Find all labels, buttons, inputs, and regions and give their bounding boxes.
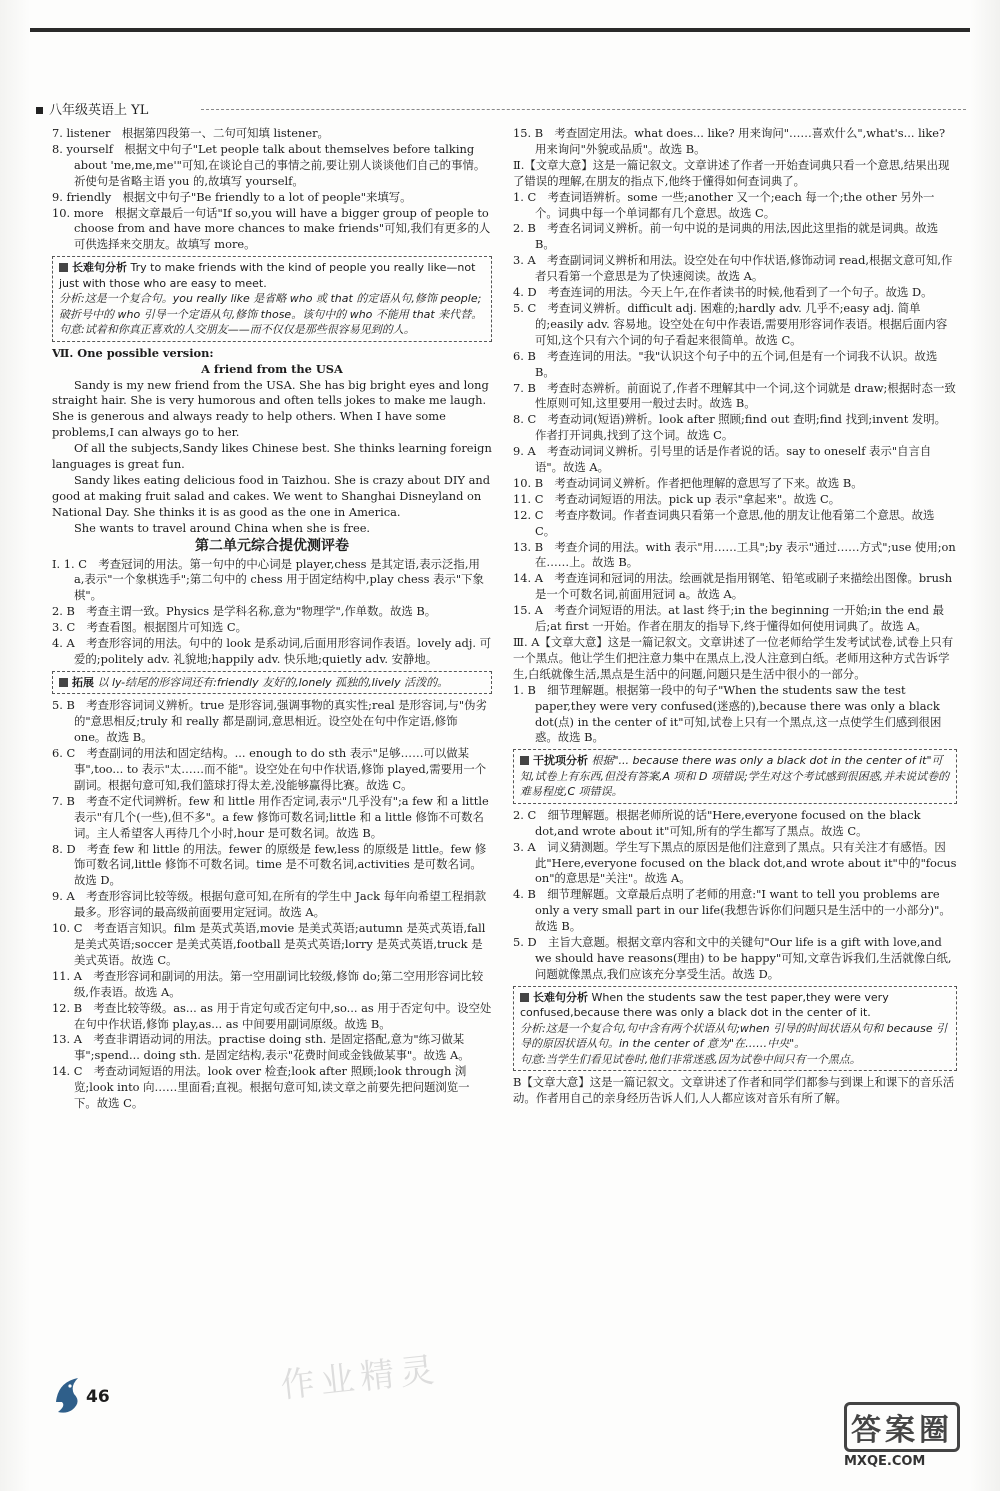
box-line: 句意:当学生们看见试卷时,他们非常迷惑,因为试卷中间只有一个黑点。 (520, 1052, 861, 1066)
answer-item: 8. yourself 根据文中句子"Let people talk about themselves before talking about 'me,me,me'"可知,在谈论自己的事情之前,要让别人谈谈他们自己的事情。祈使句是省略主语 you 的,故填写 yourself。 (52, 141, 486, 188)
answer-item: Ⅰ. 1. C 考查冠词的用法。第一句中的中心词是 player,chess 是其定语,表示泛指,用 a,表示"一个象棋选手";第二句中的 chess 用于固定结构中,play chess 表示"下象棋"。 (52, 556, 484, 603)
answer-item: 4. B 细节理解题。文章最后点明了老师的用意:"I want to tell you problems are only a very small part in our life(我想告诉你们问题只是生活中的一小部分)"。故选 B。 (513, 887, 951, 934)
answer-item: 7. listener 根据第四段第一、二句可知填 listener。 (52, 126, 329, 140)
answer-item: 4. D 考查连词的用法。今天上午,在作者读书的时候,他看到了一个句子。故选 D。 (513, 285, 933, 300)
dolphin-logo-icon (52, 1372, 86, 1416)
answer-15 (513, 126, 957, 158)
left-column (52, 126, 492, 1112)
passage-summary: Ⅲ. A【文章大意】这是一篇记叙文。文章讲述了一位老师给学生发考试试卷,试卷上只有一个黑点。他让学生们把注意力集中在黑点上,没人注意到白纸。老师用这种方式告诉学生,白纸就像生活,黑点是生活中的问题,问题只是生活中很小的一部分。 (513, 635, 954, 681)
watermark-text: 作业精灵 (278, 1349, 443, 1407)
box-line: Try to make friends with the kind of people you really like—not just with those who are easy to meet. (59, 261, 476, 290)
answers-reading-a (513, 683, 957, 747)
essay-body (52, 378, 492, 537)
answer-item: 5. D 主旨大意题。根据文章内容和文中的关键句"Our life is a gift with love,and we should have reasons(理由) to be happy"可知,文章告诉我们,生活就像白纸,问题就像黑点,我们应该充分享受生活。故选 D。 (513, 935, 952, 981)
essay-paragraph: Sandy is my new friend from the USA. She has big bright eyes and long straight hair. She is very humorous and often tells jokes to make me laugh. She is generous and always ready to help others. When I have some problems,I can always go to her. (52, 377, 489, 440)
box-tag: 拓展 (59, 676, 94, 689)
header-rule (201, 109, 966, 110)
extension-box (52, 671, 492, 695)
long-sentence-analysis-box (513, 986, 957, 1072)
box-line: 句意:试着和你真正喜欢的人交朋友——而不仅仅是那些很容易见到的人。 (59, 323, 415, 337)
answer-item: 3. A 词义猜测题。学生写下黑点的原因是他们注意到了黑点。只有关注才有感悟。因此"Here,everyone focused on the black dot,and wrote about it"中的"focus on"的意思是"关注"。故选 A。 (513, 839, 957, 886)
answers-5-14 (52, 698, 492, 1112)
answer-item: 7. B 考查时态辨析。前面说了,作者不理解其中一个词,这个词就是 draw;根据时态一致性原则可知,这里要用一般过去时。故选 B。 (513, 380, 956, 411)
essay-heading: Ⅶ. One possible version: (52, 345, 214, 360)
section-title: 第二单元综合提优测评卷 (195, 537, 349, 554)
answer-item: 8. D 考查 few 和 little 的用法。fewer 的原级是 few,less 的原级是 little。few 修饰可数名词,little 修饰不可数名词。time 是不可数名词,activities 是可数名词。故选 D。 (52, 841, 487, 888)
essay-paragraph: Sandy likes eating delicious food in Taizhou. She is crazy about DIY and good at making fruit salad and cakes. We went to Shanghai Disneyland on National Day. She thinks it is as good as the one in America. (52, 473, 490, 519)
answer-item: 4. A 考查形容词的用法。句中的 look 是系动词,后面用形容词作表语。lovely adj. 可爱的;politely adv. 礼貌地;happily adv. 快乐地;quietly adv. 安静地。 (52, 636, 492, 666)
answer-item: 13. B 考查介词的用法。with 表示"用……工具";by 表示"通过……方式";use 使用;on 在……上。故选 B。 (513, 539, 956, 570)
distractor-analysis-box (513, 749, 957, 804)
answers-cloze (513, 190, 957, 635)
answer-item: 14. A 考查连词和冠词的用法。绘画就是指用钢笔、铅笔或刷子来描绘出图像。brush 是一个可数名词,前面用冠词 a。故选 A。 (513, 571, 953, 602)
answer-item: 11. C 考查动词短语的用法。pick up 表示"拿起来"。故选 C。 (513, 491, 841, 506)
answer-item: 13. A 考查非谓语动词的用法。practise doing sth. 是固定搭配,意为"练习做某事";spend... doing sth. 是固定结构,表示"花费时间或金钱做某事"。故选 A。 (52, 1032, 470, 1063)
answer-item: 8. C 考查动词(短语)辨析。look after 照顾;find out 查明;find 找到;invent 发明。作者打开词典,找到了这个词。故选 C。 (513, 412, 947, 443)
passage-summary: Ⅱ.【文章大意】这是一篇记叙文。文章讲述了作者一开始查词典只看一个意思,结果出现了错误的理解,在朋友的指点下,他终于懂得如何查词典了。 (513, 157, 950, 188)
answer-item: 11. A 考查形容词和副词的用法。第一空用副词比较级,修饰 do;第二空用形容词比较级,作表语。故选 A。 (52, 968, 484, 999)
box-line: 分析:这是一个复合句,句中含有两个状语从句;when 引导的时间状语从句和 because 引导的原因状语从句。in the center of 意为"在……中央"。 (520, 1021, 948, 1051)
answer-item: 2. B 考查名词词义辨析。前一句中说的是词典的用法,因此这里指的就是词典。故选 B。 (513, 221, 939, 252)
answer-item: 3. A 考查副词词义辨析和用法。设空处在句中作状语,修饰动词 read,根据文意可知,作者只看第一个意思是为了快速阅读。故选 A。 (513, 253, 953, 284)
answer-item: 9. A 考查形容词比较等级。根据句意可知,在所有的学生中 Jack 每年向希望工程捐款最多。形容词的最高级前面要用定冠词。故选 A。 (52, 889, 487, 920)
answer-item: 5. B 考查形容词词义辨析。true 是形容词,强调事物的真实性;real 是形容词,与"伪劣的"意思相反;truly 和 really 都是副词,意思相近。设空处在句中作定语,修饰 one。故选 B。 (52, 698, 487, 745)
answer-item: 14. C 考查动词短语的用法。look over 检查;look after 照顾;look through 浏览;look into 向……里面看;直视。根据句意可知,读文章之前要先把问题浏览一下。故选 C。 (52, 1064, 470, 1111)
corner-watermark (844, 1402, 960, 1469)
answer-item: 2. C 细节理解题。根据老师所说的话"Here,everyone focused on the black dot,and wrote about it"可知,所有的学生都写了黑点。故选 C。 (513, 807, 921, 838)
answer-item: 1. B 细节理解题。根据第一段中的句子"When the students saw the test paper,they were very confused(迷惑的),because there was only a black dot(点) in the center of it"可知,试卷上只有一个黑点,这一点使学生们感到很困惑。故选 B。 (513, 682, 942, 745)
corner-watermark-url: MXQE.COM (844, 1454, 926, 1469)
passage-summary: B【文章大意】这是一篇记叙文。文章讲述了作者和同学们都参与到课上和课下的音乐活动。作者用自己的亲身经历告诉人们,人人都应该对音乐有所了解。 (513, 1075, 955, 1106)
answer-item: 9. friendly 根据文中句子"Be friendly to a lot of people"来填写。 (52, 189, 412, 204)
box-line: When the students saw the test paper,they were very confused,because there was only a black dot in the center of it. (520, 990, 889, 1020)
answer-item: 7. B 考查不定代词辨析。few 和 little 用作否定词,表示"几乎没有";a few 和 a little 表示"有几个(一些),但不多"。a few 修饰可数名词;little 和 a little 修饰不可数名词。主人希望客人再待几个小时,hour 是可数名词。故选 B。 (52, 793, 489, 840)
box-line: 以 ly-结尾的形容词还有:friendly 友好的,lonely 孤独的,lively 活泼的。 (97, 675, 449, 689)
page-number: 46 (86, 1387, 110, 1407)
answer-item: 12. B 考查比较等级。as... as 用于肯定句或否定句中,so... as 用于否定句中。设空处在句中作状语,修饰 play,as... as 中间要用副词原级。故选 B。 (52, 1000, 492, 1031)
answer-item: 6. B 考查连词的用法。"我"认识这个句子中的五个词,但是有一个词我不认识。故选 B。 (513, 348, 938, 379)
answers-reading-b (513, 808, 957, 983)
answer-item: 1. C 考查词语辨析。some 一些;another 又一个;each 每一个;the other 另外一个。词典中每一个单词都有几个意思。故选 C。 (513, 189, 935, 220)
answer-item: 5. C 考查词义辨析。difficult adj. 困难的;hardly adv. 几乎不;easy adj. 简单的;easily adv. 容易地。设空处在句中作表语,需要用形容词作表语。根据后面内容可知,这个只有六个词的句子看起来很简单。故选 C。 (513, 300, 948, 347)
answer-item: 15. B 考查固定用法。what does... like? 用来询问"……喜欢什么",what's... like? 用来询问"外貌或品质"。故选 B。 (513, 126, 946, 156)
answers-1-4 (52, 557, 492, 668)
answer-item: 10. C 考查语言知识。film 是英式英语,movie 是美式英语;autumn 是英式英语,fall 是美式英语;soccer 是美式英语,football 是英式英语;lorry 是英式英语,truck 是美式英语。故选 C。 (52, 921, 486, 967)
top-rule (30, 28, 970, 32)
answer-item: 10. more 根据文章最后一句话"If so,you will have a bigger group of people to choose from and have more chances to make friends"可知,我们有更多的人可供选择来交朋友。故填写 more。 (52, 205, 491, 252)
answer-item: 3. C 考查看图。根据图片可知选 C。 (52, 620, 248, 635)
essay-paragraph: She wants to travel around China when she is free. (74, 520, 371, 535)
answer-item: 12. C 考查序数词。作者查词典只看第一个意思,他的朋友让他看第二个意思。故选 C。 (513, 507, 935, 538)
box-line: 根据"... because there was only a black dot in the center of it"可知,试卷上有东西,但没有答案,A 项和 D 项错误;学生对这个考试感到很困惑,并未说试卷的难易程度,C 项错误。 (520, 754, 950, 799)
essay-title: A friend from the USA (201, 361, 343, 376)
answer-item: 10. B 考查动词词义辨析。作者把他理解的意思写了下来。故选 B。 (513, 475, 863, 490)
bullet-icon (36, 107, 43, 114)
box-tag: 长难句分析 (520, 991, 588, 1004)
box-line: 分析:这是一个复合句。you really like 是省略 who 或 that 的定语从句,修饰 people;破折号中的 who 引导一个定语从句,修饰 those。该句中的 who 不能用 that 来代替。 (59, 292, 483, 321)
long-sentence-analysis-box (52, 256, 492, 342)
header-title: 八年级英语上 YL (49, 103, 149, 118)
box-tag: 长难句分析 (59, 261, 127, 274)
essay-paragraph: Of all the subjects,Sandy likes Chinese best. She thinks learning foreign languages is great fun. (52, 441, 492, 472)
page-header (36, 99, 966, 119)
answer-item: 2. B 考查主谓一致。Physics 是学科名称,意为"物理学",作单数。故选 B。 (52, 604, 437, 619)
answer-item: 15. A 考查介词短语的用法。at last 终于;in the beginning 一开始;in the end 最后;at first 一开始。作者在朋友的指导下,终于懂得如何使用词典了。故选 A。 (513, 603, 945, 634)
answer-item: 6. C 考查副词的用法和固定结构。... enough to do sth 表示"足够……可以做某事",too... to 表示"太……而不能"。设空处在句中作状语,修饰 played,需要用一个副词。根据句意可知,我们篮球打得太差,没能够赢得比赛。故选 C。 (52, 746, 487, 792)
corner-watermark-logo: 答案圈 (844, 1402, 960, 1452)
right-column (513, 126, 957, 1107)
answer-item: 9. A 考查动词词义辨析。引号里的话是作者说的话。say to oneself 表示"自言自语"。故选 A。 (513, 444, 932, 475)
answers-7-10 (52, 126, 492, 253)
box-tag: 干扰项分析 (520, 754, 588, 767)
